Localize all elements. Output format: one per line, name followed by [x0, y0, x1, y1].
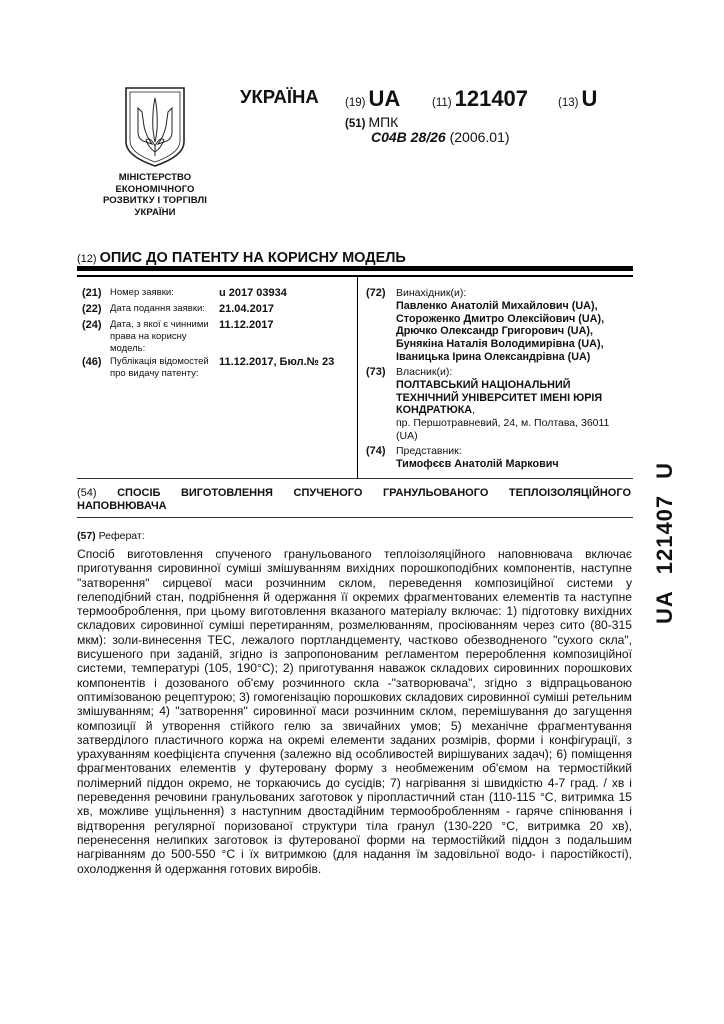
ipc-class: C04B 28/26 [371, 129, 446, 145]
invention-title [77, 487, 631, 500]
side-patent-number: 121407 [652, 494, 677, 575]
ipc-classification [371, 129, 510, 145]
inid-code: (12) [77, 253, 97, 265]
field-label: Винахідник(и): [396, 287, 467, 299]
kind-code-field [558, 86, 597, 112]
ministry-name [95, 172, 215, 218]
country-code: UA [368, 86, 401, 111]
ministry-line: УКРАЇНИ [134, 206, 176, 218]
patent-number: 121407 [454, 86, 529, 111]
owner-name-line: ПОЛТАВСЬКИЙ НАЦІОНАЛЬНИЙ [396, 378, 571, 391]
country-code-field [345, 86, 400, 112]
owner-name-line: КОНДРАТЮКА [396, 404, 473, 417]
inid-code: (51) [345, 118, 366, 130]
mpk-label [345, 114, 398, 130]
field-label: Дата, з якої є чинними права на корисну модель: [110, 319, 209, 354]
invention-title-line2: НАПОВНЮВАЧА [77, 500, 167, 512]
divider-line [77, 517, 633, 518]
owner-address-line: пр. Першотравневий, 24, м. Полтава, 36011 [396, 417, 610, 430]
field-value: 11.12.2017 [219, 319, 274, 331]
inid-code: (19) [345, 97, 366, 109]
inventor-name: Дрючко Олександр Григорович (UA), [396, 325, 593, 338]
patent-number-field [432, 86, 528, 112]
field-value: 21.04.2017 [219, 303, 275, 315]
title-word: СПОСІБ [117, 487, 161, 499]
divider-thick [77, 266, 633, 271]
abstract-text: Спосіб виготовлення спученого гранульованого теплоізоляційного наповнювача включає приготування сировинної суміші змішуванням вихідних порошкоподібних компонентів, наступне "затворення" сирцевої маси розчинним склом, переведення композиційної системи у гелеподібний стан, подрібнення й одержання її окремих фрагментованих елементів та наступне термооброблення, при цьому виготовлення вказаного матеріалу включає: 1) підготовку вихідних складових сировинної суміші перетиранням, розмелюванням, просіюванням через сито (80-315 мкм): золи-винесення ТЕС, лежалого портландцементу, частково обезводненого "сухого скла", висушеного при заданій, згідно із запропонованим регламентом перероблення композиційної системи, температурі (105, 190°С); 2) приготування наважок складових сировинних порошкових компонентів і дозованого об'єму розчинного скла -"затворювача", згідно з відпрацьованою оптимізованою рецептурою; 3) гомогенізацію порошкових складових сировинної суміші ретельним змішуванням; 4) "затворення" сировинної маси розчинним склом, перемішування до загущення композиції й утворення стійкого гелю за звичайних умов; 5) механічне фрагментування затверділого пластичного коржа на окремі елементи заданих розмірів, форми і конфігурації, з урахуванням коефіцієнта спучення (залежно від особливостей вирішуваних задач); 6) поміщення фрагментованих елементів у футеровану форму з необмеженим об'ємом на термостійкий полімерний піддон окремо, не торкаючись до сусідів; 7) нагрівання зі швидкістю 4-7 град. / хв і переведення речовини гранульованих заготовок у піропластичний стан (110-115 °С, витримка 15 хв, можливе ущільнення) з наступним двостадійним термообробленням - гаряче спінювання і відтворення регулярної поризованої структури тіла гранул (130-220 °С, витримка 20 хв), перенесення нелипких заготовок із футерованої форми на термостійкий піддон з подальшим нагріванням до 500-550 °С і їх витримкою (для надання їм задовільної водо- і паростійкості), охолодження й одержання готових виробів. [77, 547, 632, 876]
title-word: ГРАНУЛЬОВАНОГО [382, 487, 489, 499]
inventor-name: Іваницька Ірина Олександрівна (UA) [396, 350, 591, 363]
inventor-name: Бунякіна Наталія Володимирівна (UA), [396, 338, 604, 351]
ministry-line: ЕКОНОМІЧНОГО [115, 183, 195, 195]
title-word: ТЕПЛОІЗОЛЯЦІЙНОГО [508, 487, 632, 499]
side-kind-code: U [652, 461, 677, 479]
inid-code: (74) [366, 445, 386, 457]
field-value: u 2017 03934 [219, 287, 287, 299]
inid-code: (73) [366, 366, 386, 378]
document-title-text: ОПИС ДО ПАТЕНТУ НА КОРИСНУ МОДЕЛЬ [99, 250, 406, 266]
inid-code: (24) [82, 319, 102, 331]
inid-code: (46) [82, 356, 102, 368]
ministry-line: МІНІСТЕРСТВО [118, 172, 192, 183]
inid-code: (22) [82, 303, 102, 315]
abstract-label [77, 530, 145, 542]
mpk-text: МПК [368, 114, 399, 130]
inid-code: (13) [558, 97, 579, 109]
owner-address-line: (UA) [396, 429, 418, 442]
field-label: Дата подання заявки: [110, 303, 205, 314]
inid-code: (11) [432, 97, 452, 109]
owner-name-line: ТЕХНІЧНИЙ УНІВЕРСИТЕТ ІМЕНІ ЮРІЯ [396, 391, 603, 404]
field-label: Номер заявки: [110, 287, 174, 298]
country-name: УКРАЇНА [240, 86, 319, 107]
kind-code: U [581, 86, 598, 111]
inventor-name: Павленко Анатолій Михайлович (UA), [396, 299, 598, 312]
abstract-label-text: Реферат: [98, 530, 145, 542]
title-word: СПУЧЕНОГО [293, 487, 363, 499]
inid-code: (54) [77, 487, 97, 499]
representative-name: Тимофєєв Анатолій Маркович [396, 457, 559, 470]
document-title [77, 250, 406, 266]
divider-thin [77, 275, 633, 277]
ukraine-coat-of-arms-icon [124, 86, 186, 168]
inid-code: (21) [82, 287, 102, 299]
inid-code: (57) [77, 530, 96, 542]
column-divider [357, 277, 358, 478]
inventor-name: Стороженко Дмитро Олексійович (UA), [396, 312, 605, 325]
side-patent-label [640, 456, 690, 631]
ipc-version: (2006.01) [449, 129, 510, 145]
field-value: 11.12.2017, Бюл.№ 23 [219, 356, 335, 368]
ministry-line: РОЗВИТКУ І ТОРГІВЛІ [102, 195, 208, 206]
field-label: Власник(и): [396, 366, 453, 378]
inid-code: (72) [366, 287, 386, 299]
field-label: Публікація відомостей про видачу патенту: [110, 356, 209, 379]
title-word: ВИГОТОВЛЕННЯ [180, 487, 273, 499]
field-label: Представник: [396, 445, 462, 457]
divider-line [77, 478, 633, 479]
side-country-code: UA [652, 590, 677, 625]
